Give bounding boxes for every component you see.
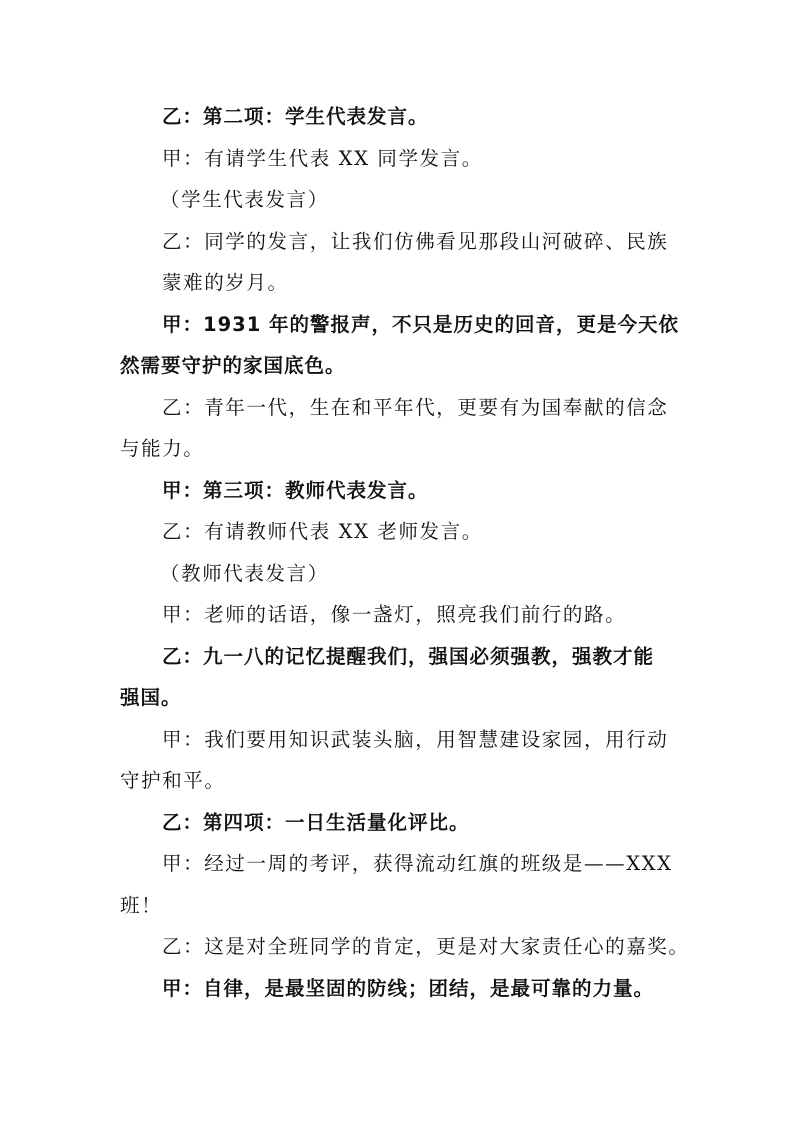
document-body xyxy=(120,96,690,1009)
paragraph-line: 班！ xyxy=(120,893,163,917)
paragraph-line: 强国。 xyxy=(120,686,182,709)
paragraph-line: 甲：1931 年的警报声，不只是历史的回音，更是今天依 xyxy=(162,312,680,336)
paragraph-line: （学生代表发言） xyxy=(160,188,329,211)
paragraph-line: 甲：第三项：教师代表发言。 xyxy=(162,478,429,502)
paragraph-line: 然需要守护的家国底色。 xyxy=(120,354,346,377)
paragraph-line: 甲：老师的话语，像一盏灯，照亮我们前行的路。 xyxy=(162,603,627,626)
paragraph-line: 甲：有请学生代表 XX 同学发言。 xyxy=(162,146,483,170)
paragraph-line: 乙：同学的发言，让我们仿佛看见那段山河破碎、民族 xyxy=(162,229,669,253)
paragraph-line: 乙：有请教师代表 XX 老师发言。 xyxy=(162,520,483,543)
paragraph-line: （教师代表发言） xyxy=(160,561,329,585)
paragraph-line: 乙：第四项：一日生活量化评比。 xyxy=(162,810,470,834)
paragraph-line: 乙：九一八的记忆提醒我们，强国必须强教，强教才能 xyxy=(162,644,655,668)
paragraph-line: 甲：我们要用知识武装头脑，用智慧建设家园，用行动 xyxy=(162,727,669,751)
paragraph-line: 乙：第二项：学生代表发言。 xyxy=(162,105,429,128)
paragraph-line: 甲：自律，是最坚固的防线；团结，是最可靠的力量。 xyxy=(162,976,655,1000)
paragraph-line: 守护和平。 xyxy=(120,769,226,792)
paragraph-line: 乙：青年一代，生在和平年代，更要有为国奉献的信念 xyxy=(162,395,669,419)
paragraph-line: 甲：经过一周的考评，获得流动红旗的班级是——XXX xyxy=(162,852,673,875)
paragraph-line: 蒙难的岁月。 xyxy=(162,271,289,294)
paragraph-line: 与能力。 xyxy=(120,437,205,460)
paragraph-line: 乙：这是对全班同学的肯定，更是对大家责任心的嘉奖。 xyxy=(162,935,690,958)
